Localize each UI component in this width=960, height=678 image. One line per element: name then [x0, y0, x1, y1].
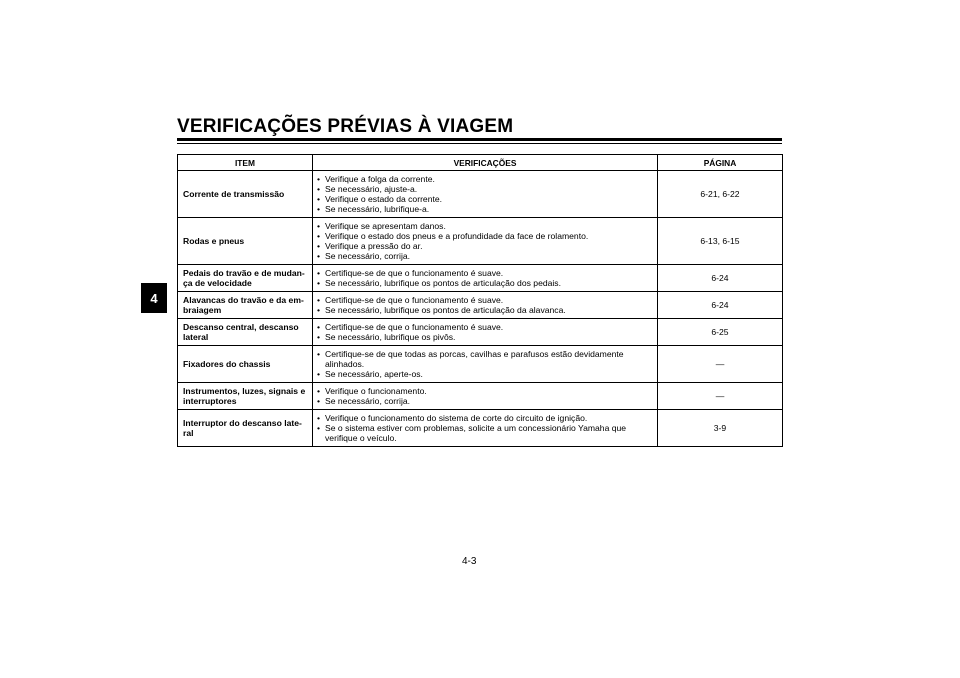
page-ref-cell: 6-25 — [658, 319, 783, 346]
table-row — [178, 410, 783, 447]
check-item: • Se o sistema estiver com problemas, solicite a um concessionário Yamaha que verifique o veículo. — [317, 423, 653, 443]
checks-list — [317, 349, 653, 379]
checks-list — [317, 268, 653, 288]
item-cell: Instrumentos, luzes, signais e interruptores — [178, 383, 313, 410]
check-item: • Se necessário, lubrifique os pontos de articulação dos pedais. — [317, 278, 653, 288]
check-item: • Se necessário, ajuste-a. — [317, 184, 653, 194]
checks-cell — [313, 346, 658, 383]
page-ref-cell: 6-21, 6-22 — [658, 171, 783, 218]
check-item: • Verifique o funcionamento. — [317, 386, 653, 396]
checks-list — [317, 322, 653, 342]
checks-list — [317, 386, 653, 406]
page-ref-cell: — — [658, 383, 783, 410]
check-item: • Se necessário, lubrifique os pontos de articulação da alavanca. — [317, 305, 653, 315]
check-item: • Se necessário, lubrifique-a. — [317, 204, 653, 214]
page-ref-cell: — — [658, 346, 783, 383]
page-title: VERIFICAÇÕES PRÉVIAS À VIAGEM — [177, 116, 514, 137]
table-row — [178, 292, 783, 319]
checks-cell — [313, 292, 658, 319]
item-cell: Pedais do travão e de mudan-ça de velocidade — [178, 265, 313, 292]
item-cell: Corrente de transmissão — [178, 171, 313, 218]
check-item: • Verifique o funcionamento do sistema de corte do circuito de ignição. — [317, 413, 653, 423]
checks-list — [317, 174, 653, 214]
column-header-item: ITEM — [178, 155, 313, 171]
check-item: • Certifique-se de que todas as porcas, cavilhas e parafusos estão devidamente alinhados. — [317, 349, 653, 369]
check-item: • Verifique se apresentam danos. — [317, 221, 653, 231]
checks-cell — [313, 383, 658, 410]
item-cell: Descanso central, descanso lateral — [178, 319, 313, 346]
title-rule — [177, 138, 782, 141]
table-row — [178, 319, 783, 346]
page-ref-cell: 6-24 — [658, 292, 783, 319]
table-header-row — [178, 155, 783, 171]
page-ref-cell: 6-13, 6-15 — [658, 218, 783, 265]
check-item: • Se necessário, lubrifique os pivôs. — [317, 332, 653, 342]
check-item: • Se necessário, corrija. — [317, 396, 653, 406]
checks-cell — [313, 319, 658, 346]
page-ref-cell: 3-9 — [658, 410, 783, 447]
checks-cell — [313, 171, 658, 218]
check-item: • Verifique o estado da corrente. — [317, 194, 653, 204]
checks-cell — [313, 218, 658, 265]
table-row — [178, 383, 783, 410]
table-row — [178, 346, 783, 383]
checks-list — [317, 413, 653, 443]
check-item: • Se necessário, corrija. — [317, 251, 653, 261]
page-ref-cell: 6-24 — [658, 265, 783, 292]
chapter-tab: 4 — [141, 283, 167, 313]
table-body — [178, 171, 783, 447]
table-row — [178, 265, 783, 292]
check-item: • Certifique-se de que o funcionamento é suave. — [317, 295, 653, 305]
check-item: • Certifique-se de que o funcionamento é suave. — [317, 268, 653, 278]
column-header-page: PÁGINA — [658, 155, 783, 171]
item-cell: Interruptor do descanso late-ral — [178, 410, 313, 447]
column-header-checks: VERIFICAÇÕES — [313, 155, 658, 171]
checks-list — [317, 221, 653, 261]
check-item: • Se necessário, aperte-os. — [317, 369, 653, 379]
title-rule-thin — [177, 143, 782, 144]
pre-ride-checks-table — [177, 154, 783, 447]
check-item: • Verifique a folga da corrente. — [317, 174, 653, 184]
check-item: • Verifique o estado dos pneus e a profundidade da face de rolamento. — [317, 231, 653, 241]
check-item: • Certifique-se de que o funcionamento é suave. — [317, 322, 653, 332]
table-row — [178, 171, 783, 218]
check-item: • Verifique a pressão do ar. — [317, 241, 653, 251]
checks-list — [317, 295, 653, 315]
checks-cell — [313, 410, 658, 447]
item-cell: Rodas e pneus — [178, 218, 313, 265]
table-row — [178, 218, 783, 265]
item-cell: Fixadores do chassis — [178, 346, 313, 383]
page-number: 4-3 — [462, 556, 477, 567]
checks-cell — [313, 265, 658, 292]
item-cell: Alavancas do travão e da em-braiagem — [178, 292, 313, 319]
